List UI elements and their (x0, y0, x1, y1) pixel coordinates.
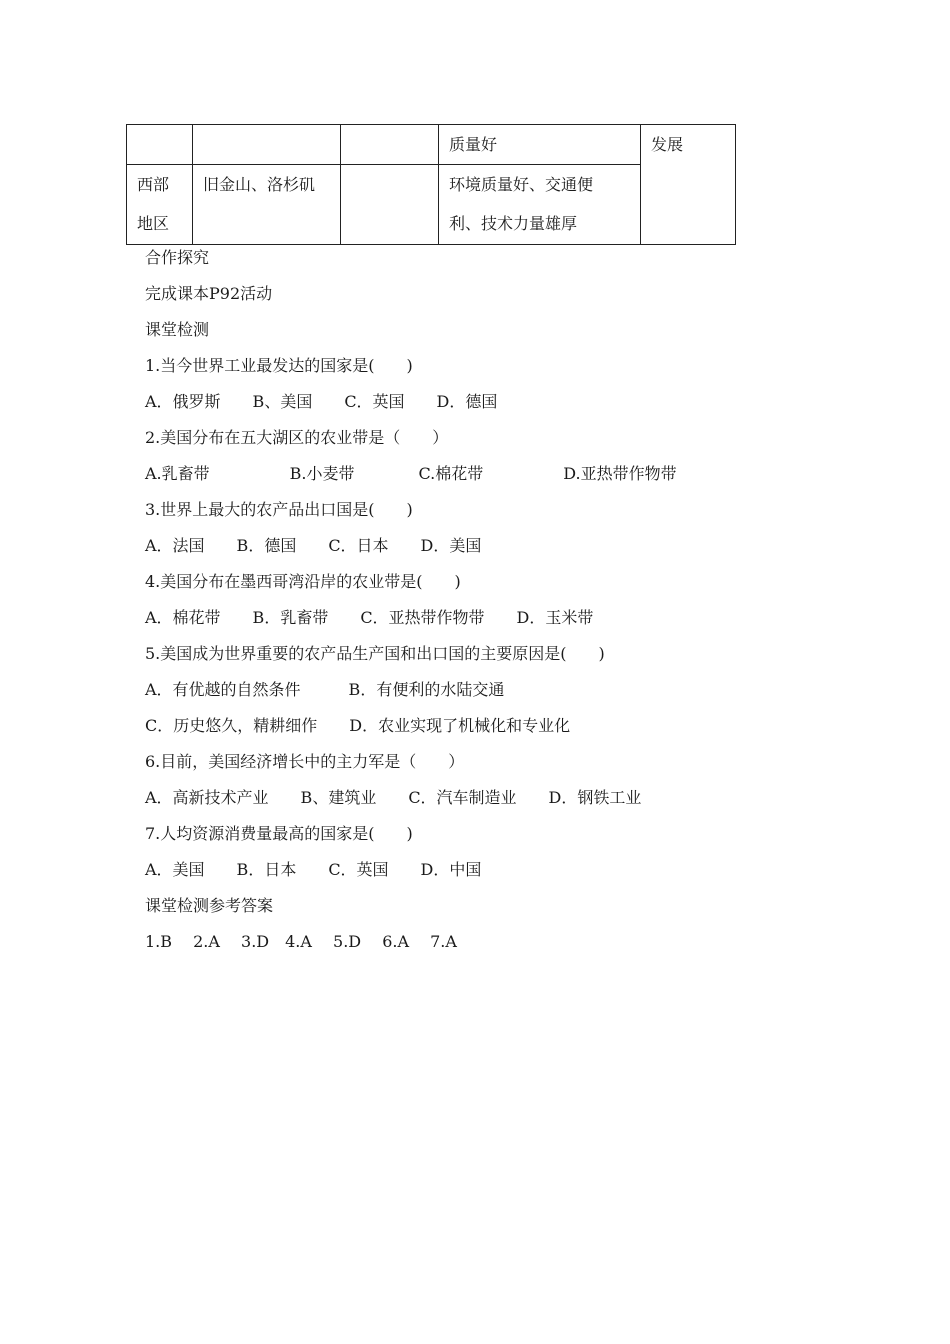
table-cell-region (127, 165, 193, 245)
options-4: A．棉花带 B．乳畜带 C．亚热带作物带 D．玉米带 (145, 608, 594, 627)
question-2: 2.美国分布在五大湖区的农业带是（ ） (145, 428, 449, 447)
table-cell: 质量好 (439, 125, 641, 165)
options-3: A．法国 B．德国 C．日本 D．美国 (145, 536, 482, 555)
region-line: 地区 (137, 214, 170, 233)
answer-key: 1.B 2.A 3.D 4.A 5.D 6.A 7.A (145, 932, 457, 951)
section-heading: 课堂检测参考答案 (145, 896, 274, 915)
table-cell (341, 125, 439, 165)
question-1: 1.当今世界工业最发达的国家是( ) (145, 356, 413, 375)
table-row (127, 125, 736, 165)
document-body (145, 240, 845, 960)
question-6: 6.目前，美国经济增长中的主力军是（ ） (145, 752, 465, 771)
options-5a: A．有优越的自然条件 B．有便利的水陆交通 (145, 680, 505, 699)
table-cell (341, 165, 439, 245)
options-6: A．高新技术产业 B、建筑业 C．汽车制造业 D．钢铁工业 (145, 788, 642, 807)
conditions-line: 环境质量好、交通便 (449, 175, 594, 194)
region-line: 西部 (137, 175, 170, 194)
question-3: 3.世界上最大的农产品出口国是( ) (145, 500, 413, 519)
table-cell-cities: 旧金山、洛杉矶 (193, 165, 341, 245)
question-4: 4.美国分布在墨西哥湾沿岸的农业带是( ) (145, 572, 461, 591)
section-heading: 课堂检测 (145, 320, 210, 339)
conditions-line: 利、技术力量雄厚 (449, 214, 578, 233)
table-cell: 发展 (641, 125, 736, 245)
options-5b: C．历史悠久，精耕细作 D．农业实现了机械化和专业化 (145, 716, 571, 735)
table-cell-conditions (439, 165, 641, 245)
options-7: A．美国 B．日本 C．英国 D．中国 (145, 860, 482, 879)
text-line: 完成课本P92活动 (145, 284, 273, 303)
table-cell (127, 125, 193, 165)
options-1: A．俄罗斯 B、美国 C．英国 D．德国 (145, 392, 498, 411)
table-cell (193, 125, 341, 165)
section-heading: 合作探究 (145, 248, 210, 267)
region-table (126, 124, 736, 245)
question-7: 7.人均资源消费量最高的国家是( ) (145, 824, 413, 843)
options-2: A.乳畜带 B.小麦带 C.棉花带 D.亚热带作物带 (145, 464, 677, 483)
question-5: 5.美国成为世界重要的农产品生产国和出口国的主要原因是( ) (145, 644, 605, 663)
